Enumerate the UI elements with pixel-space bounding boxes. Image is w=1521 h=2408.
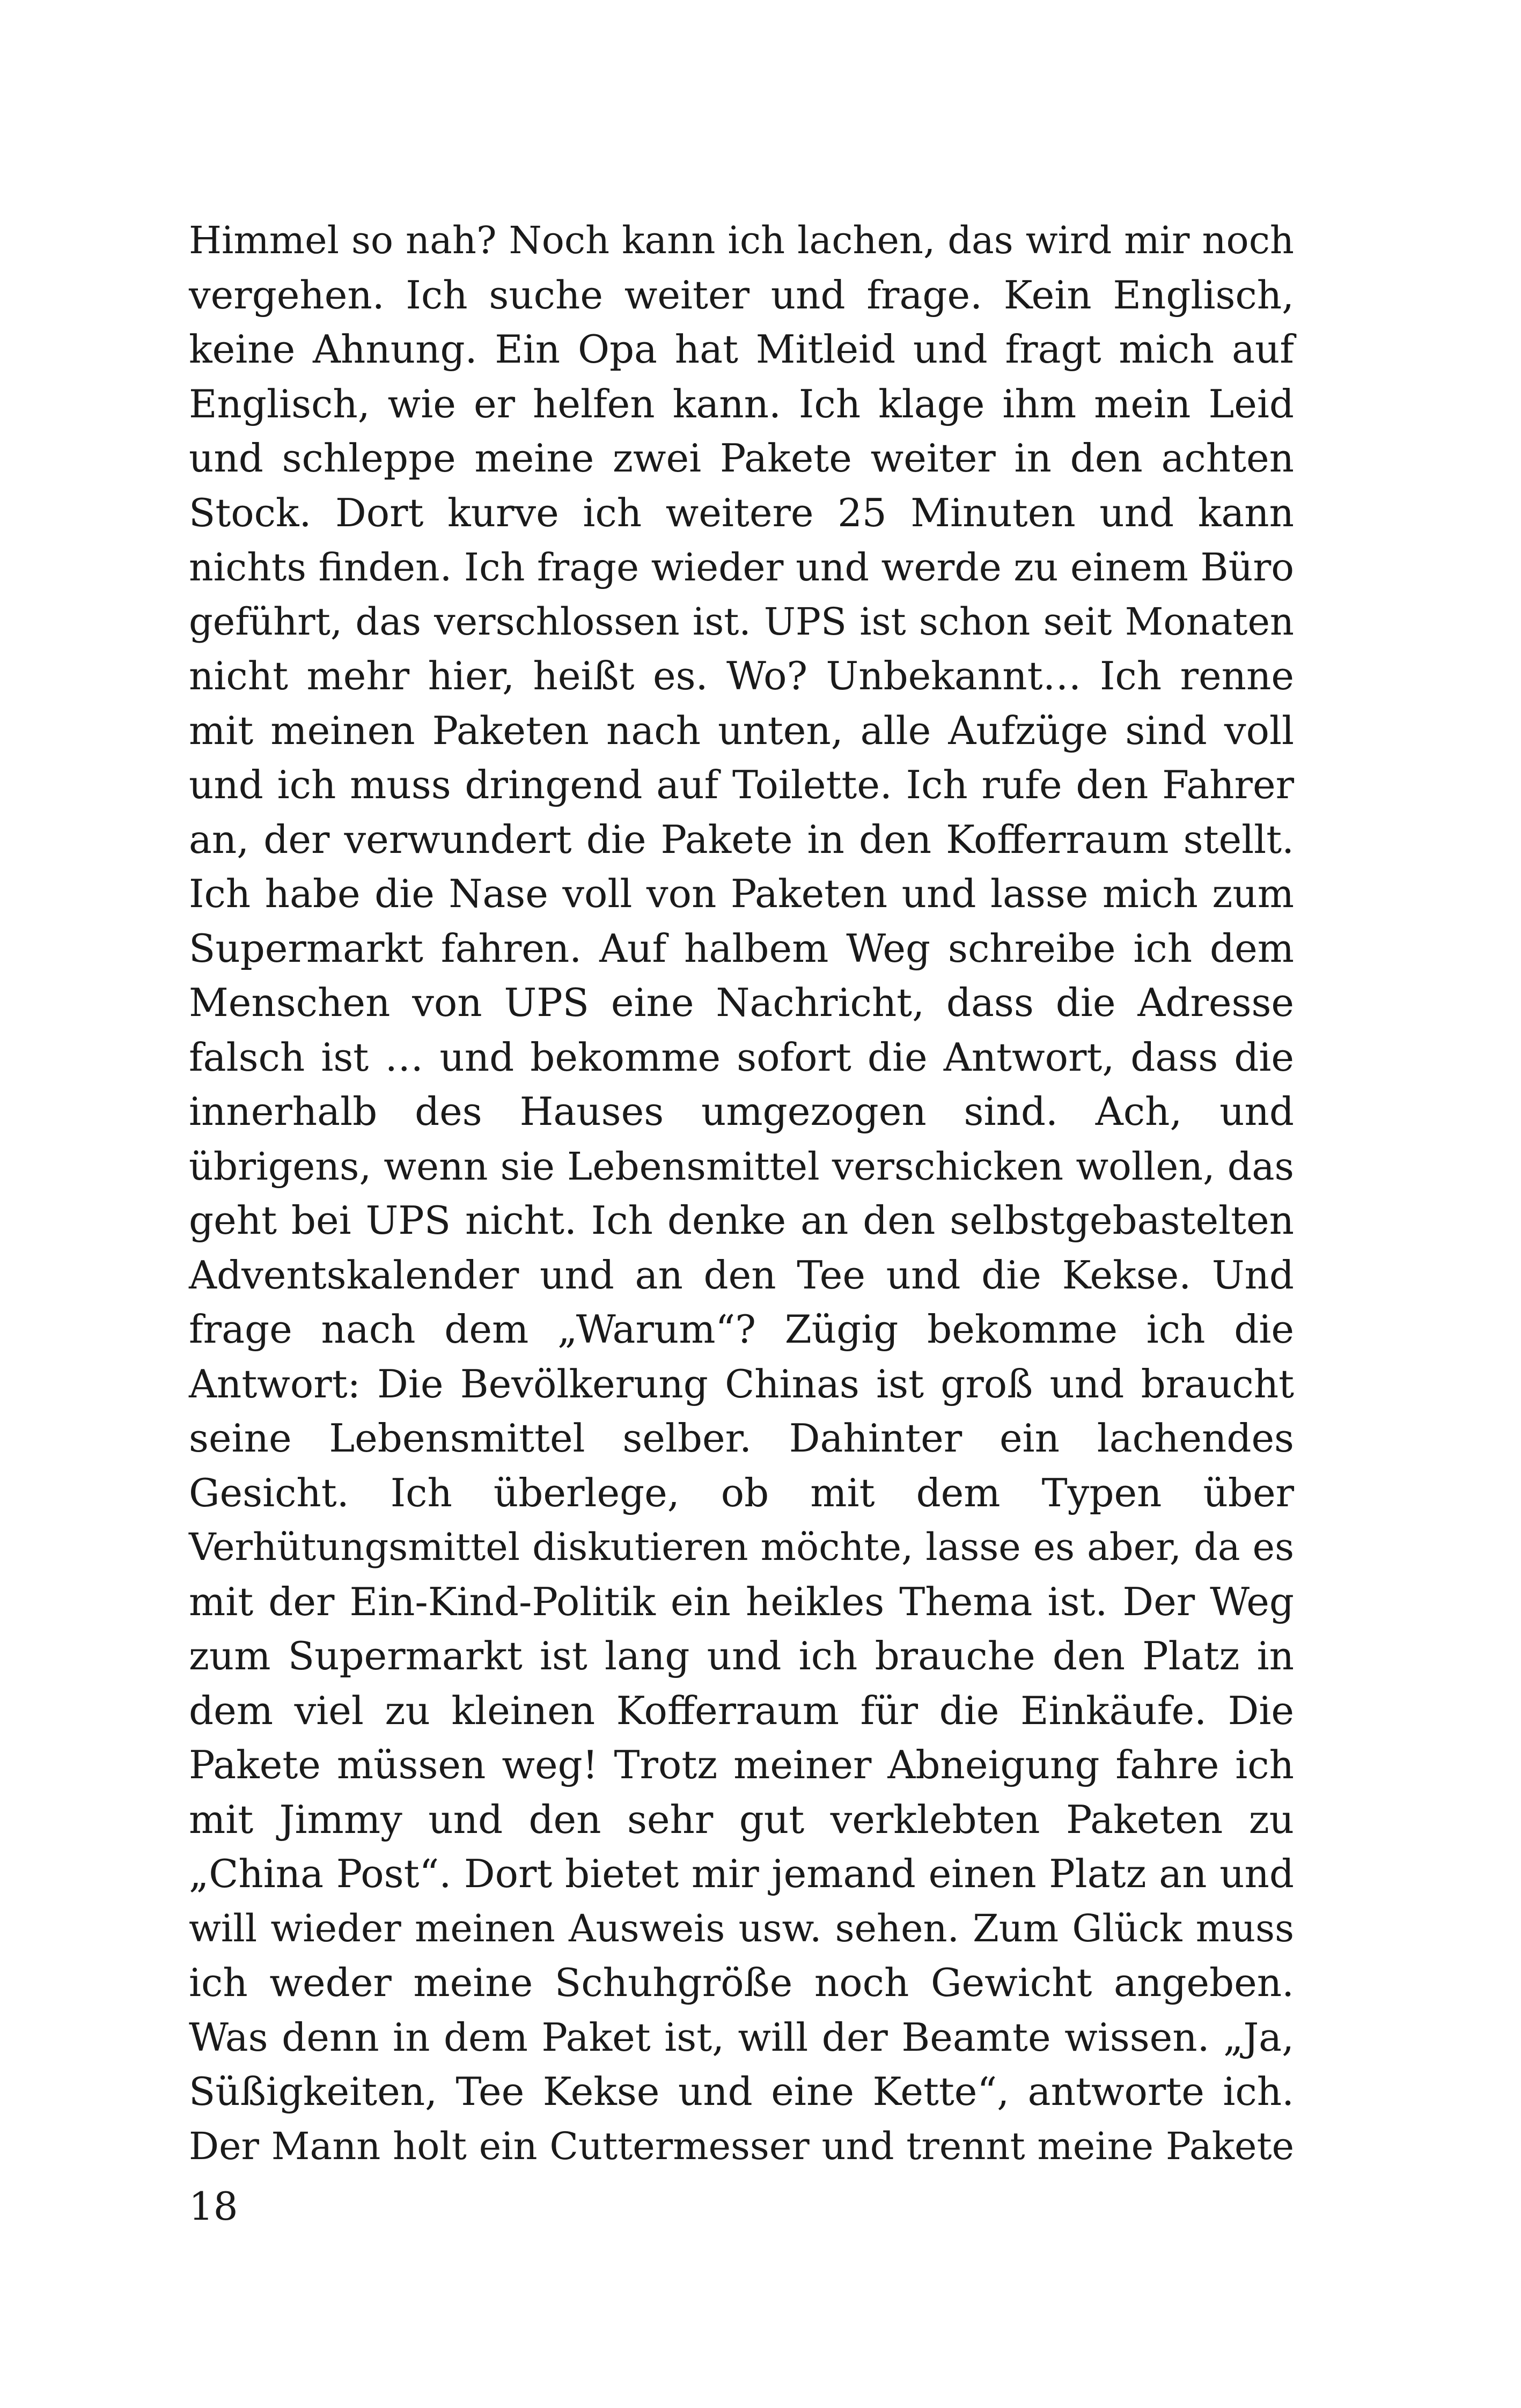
text-line: „China Post“. Dort bietet mir jemand einen Platz an und bbox=[189, 1851, 1294, 1896]
text-line: an, der verwundert die Pakete in den Kofferraum stellt. bbox=[189, 816, 1294, 862]
text-line: mit meinen Paketen nach unten, alle Aufzüge sind voll bbox=[189, 708, 1294, 753]
text-line: nicht mehr hier, heißt es. Wo? Unbekannt… Ich renne bbox=[189, 653, 1294, 698]
text-line: und ich muss dringend auf Toilette. Ich rufe den Fahrer bbox=[189, 762, 1294, 807]
text-line: will wieder meinen Ausweis usw. sehen. Zum Glück muss bbox=[189, 1906, 1294, 1950]
text-line: Adventskalender und an den Tee und die Kekse. Und bbox=[189, 1252, 1294, 1298]
text-line: geht bei UPS nicht. Ich denke an den selbstgebastelten bbox=[189, 1198, 1294, 1243]
text-line: zum Supermarkt ist lang und ich brauche den Platz in bbox=[189, 1633, 1294, 1678]
text-line: Antwort: Die Bevölkerung Chinas ist groß und braucht bbox=[189, 1361, 1294, 1406]
text-line: Ich habe die Nase voll von Paketen und lasse mich zum bbox=[189, 871, 1294, 916]
text-line: Menschen von UPS eine Nachricht, dass die Adresse bbox=[189, 980, 1294, 1025]
text-line: mit Jimmy und den sehr gut verklebten Paketen zu bbox=[189, 1796, 1294, 1842]
text-line: Gesicht. Ich überlege, ob mit dem Typen über bbox=[189, 1470, 1294, 1515]
text-line: Verhütungsmittel diskutieren möchte, lasse es aber, da es bbox=[189, 1525, 1294, 1569]
text-line: Supermarkt fahren. Auf halbem Weg schreibe ich dem bbox=[189, 925, 1294, 971]
text-line: Der Mann holt ein Cuttermesser und trennt meine Pakete bbox=[189, 2124, 1294, 2168]
text-line: und schleppe meine zwei Pakete weiter in den achten bbox=[189, 436, 1294, 481]
text-line: vergehen. Ich suche weiter und frage. Kein Englisch, bbox=[189, 272, 1294, 318]
text-line: innerhalb des Hauses umgezogen sind. Ach, und bbox=[189, 1089, 1294, 1134]
text-line: Pakete müssen weg! Trotz meiner Abneigung fahre ich bbox=[189, 1742, 1294, 1787]
text-line: übrigens, wenn sie Lebensmittel verschicken wollen, das bbox=[189, 1144, 1294, 1189]
text-line: Himmel so nah? Noch kann ich lachen, das wird mir noch bbox=[189, 218, 1294, 262]
text-line: falsch ist … und bekomme sofort die Antwort, dass die bbox=[189, 1034, 1294, 1080]
text-line: Süßigkeiten, Tee Kekse und eine Kette“, antworte ich. bbox=[189, 2069, 1294, 2114]
text-line: frage nach dem „Warum“? Zügig bekomme ich die bbox=[189, 1307, 1294, 1352]
page-number: 18 bbox=[189, 2184, 238, 2229]
text-line: geführt, das verschlossen ist. UPS ist schon seit Monaten bbox=[189, 599, 1294, 644]
text-line: Was denn in dem Paket ist, will der Beamte wissen. „Ja, bbox=[189, 2014, 1294, 2060]
text-line: ich weder meine Schuhgröße noch Gewicht angeben. bbox=[189, 1960, 1294, 2005]
body-text bbox=[189, 213, 1294, 2174]
text-line: keine Ahnung. Ein Opa hat Mitleid und fragt mich auf bbox=[189, 327, 1294, 372]
text-line: seine Lebensmittel selber. Dahinter ein lachendes bbox=[189, 1416, 1294, 1461]
text-line: Englisch, wie er helfen kann. Ich klage ihm mein Leid bbox=[189, 381, 1294, 426]
text-line: mit der Ein-Kind-Politik ein heikles Thema ist. Der Weg bbox=[189, 1579, 1294, 1624]
text-line: nichts finden. Ich frage wieder und werde zu einem Büro bbox=[189, 545, 1294, 590]
text-line: Stock. Dort kurve ich weitere 25 Minuten und kann bbox=[189, 490, 1294, 535]
text-line: dem viel zu kleinen Kofferraum für die Einkäufe. Die bbox=[189, 1688, 1294, 1733]
